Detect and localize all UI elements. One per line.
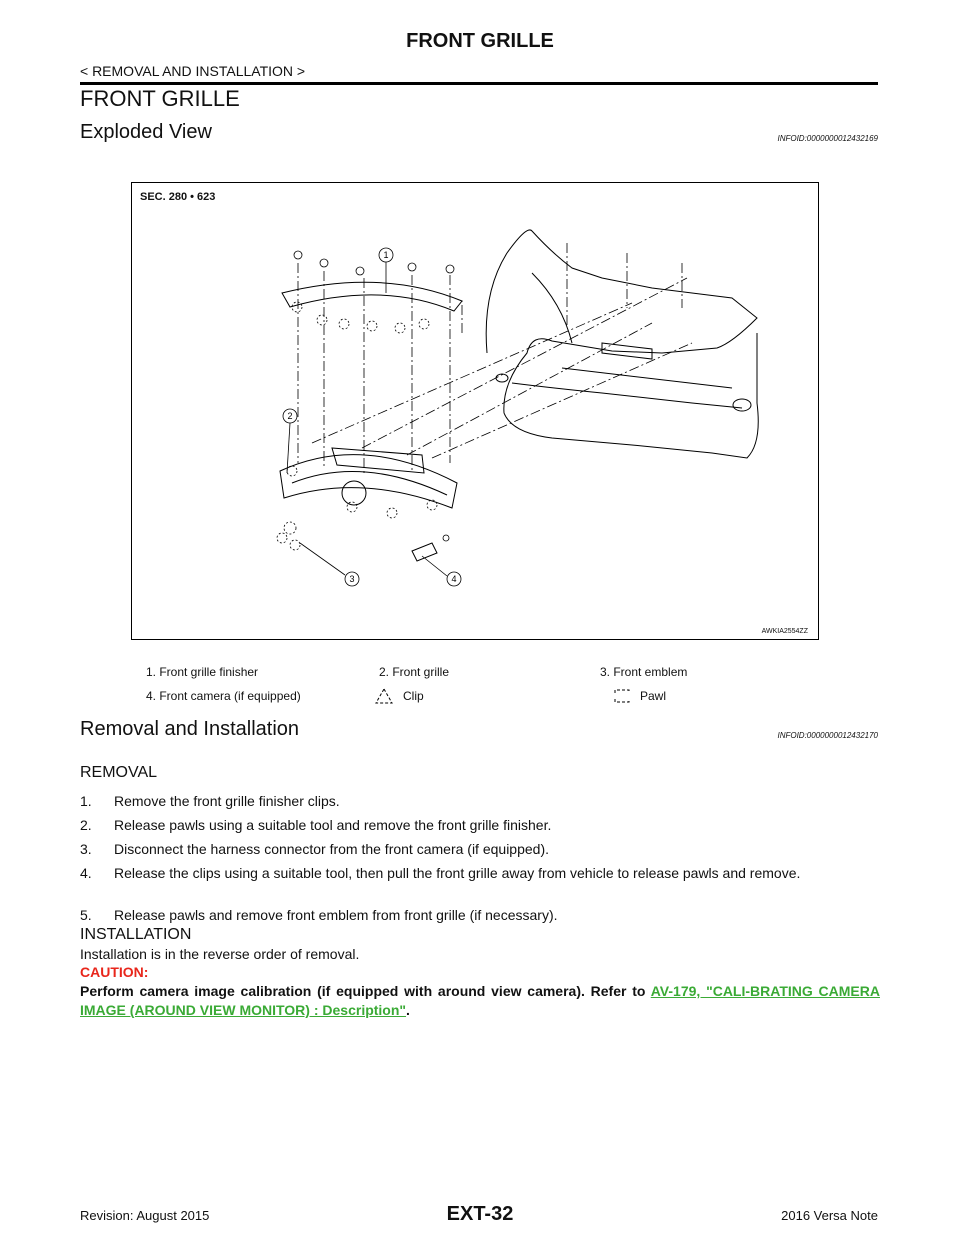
page-title: FRONT GRILLE [406,30,554,52]
revision-date: Revision: August 2015 [80,1208,210,1223]
legend-item-2: 2. Front grille [379,665,450,679]
callout-3: 3 [349,574,355,584]
figure-code: AWKIA2554ZZ [761,628,808,635]
pawl-bracket-icon [612,687,632,705]
callout-4: 4 [451,574,457,584]
clip-triangle-icon [374,687,394,705]
exploded-view-figure [131,182,819,640]
installation-heading: INSTALLATION [80,926,192,943]
removal-step: 1. Remove the front grille finisher clips. [80,793,340,809]
removal-step: 5. Release pawls and remove front emblem from front grille (if necessary). [80,907,558,923]
av-179-link[interactable]: AV-179, "CALI-BRATING CAMERA IMAGE (AROUND VIEW MONITOR) : Description" [80,983,880,1018]
section-title: FRONT GRILLE [80,86,240,111]
page-number: EXT-32 [446,1203,514,1225]
exploded-view-drawing [132,183,818,639]
legend-item-1: 1. Front grille finisher [146,665,259,679]
caution-label: CAUTION: [80,964,149,980]
removal-installation-heading: Removal and Installation [80,718,300,740]
legend-item-clip: Clip [403,689,424,703]
removal-step: 4. Release the clips using a suitable tool, then pull the front grille away from vehicle to release pawls and remove. [80,865,801,881]
removal-heading: REMOVAL [80,764,158,781]
removal-step: 3. Disconnect the harness connector from the front camera (if equipped). [80,841,549,857]
exploded-view-heading: Exploded View [80,121,212,143]
installation-text: Installation is in the reverse order of removal. [80,946,360,962]
legend-item-3: 3. Front emblem [600,665,688,679]
section-code-label: SEC. 280 • 623 [140,191,216,203]
info-id: INFOID:0000000012432169 [777,134,878,143]
legend-item-4: 4. Front camera (if equipped) [146,689,301,703]
caution-body: Perform camera image calibration (if equipped with around view camera). Refer to AV-179, "CALI-BRATING CAMERA IMAGE (AROUND VIEW MONITOR) : Description". [80,983,880,1018]
breadcrumb: < REMOVAL AND INSTALLATION > [80,63,306,79]
model-name: 2016 Versa Note [781,1208,878,1223]
callout-1: 1 [383,250,389,260]
info-id-2: INFOID:0000000012432170 [777,731,878,740]
legend-item-pawl: Pawl [640,689,667,703]
removal-step: 2. Release pawls using a suitable tool and remove the front grille finisher. [80,817,552,833]
callout-2: 2 [287,411,293,421]
header-divider [80,82,878,85]
